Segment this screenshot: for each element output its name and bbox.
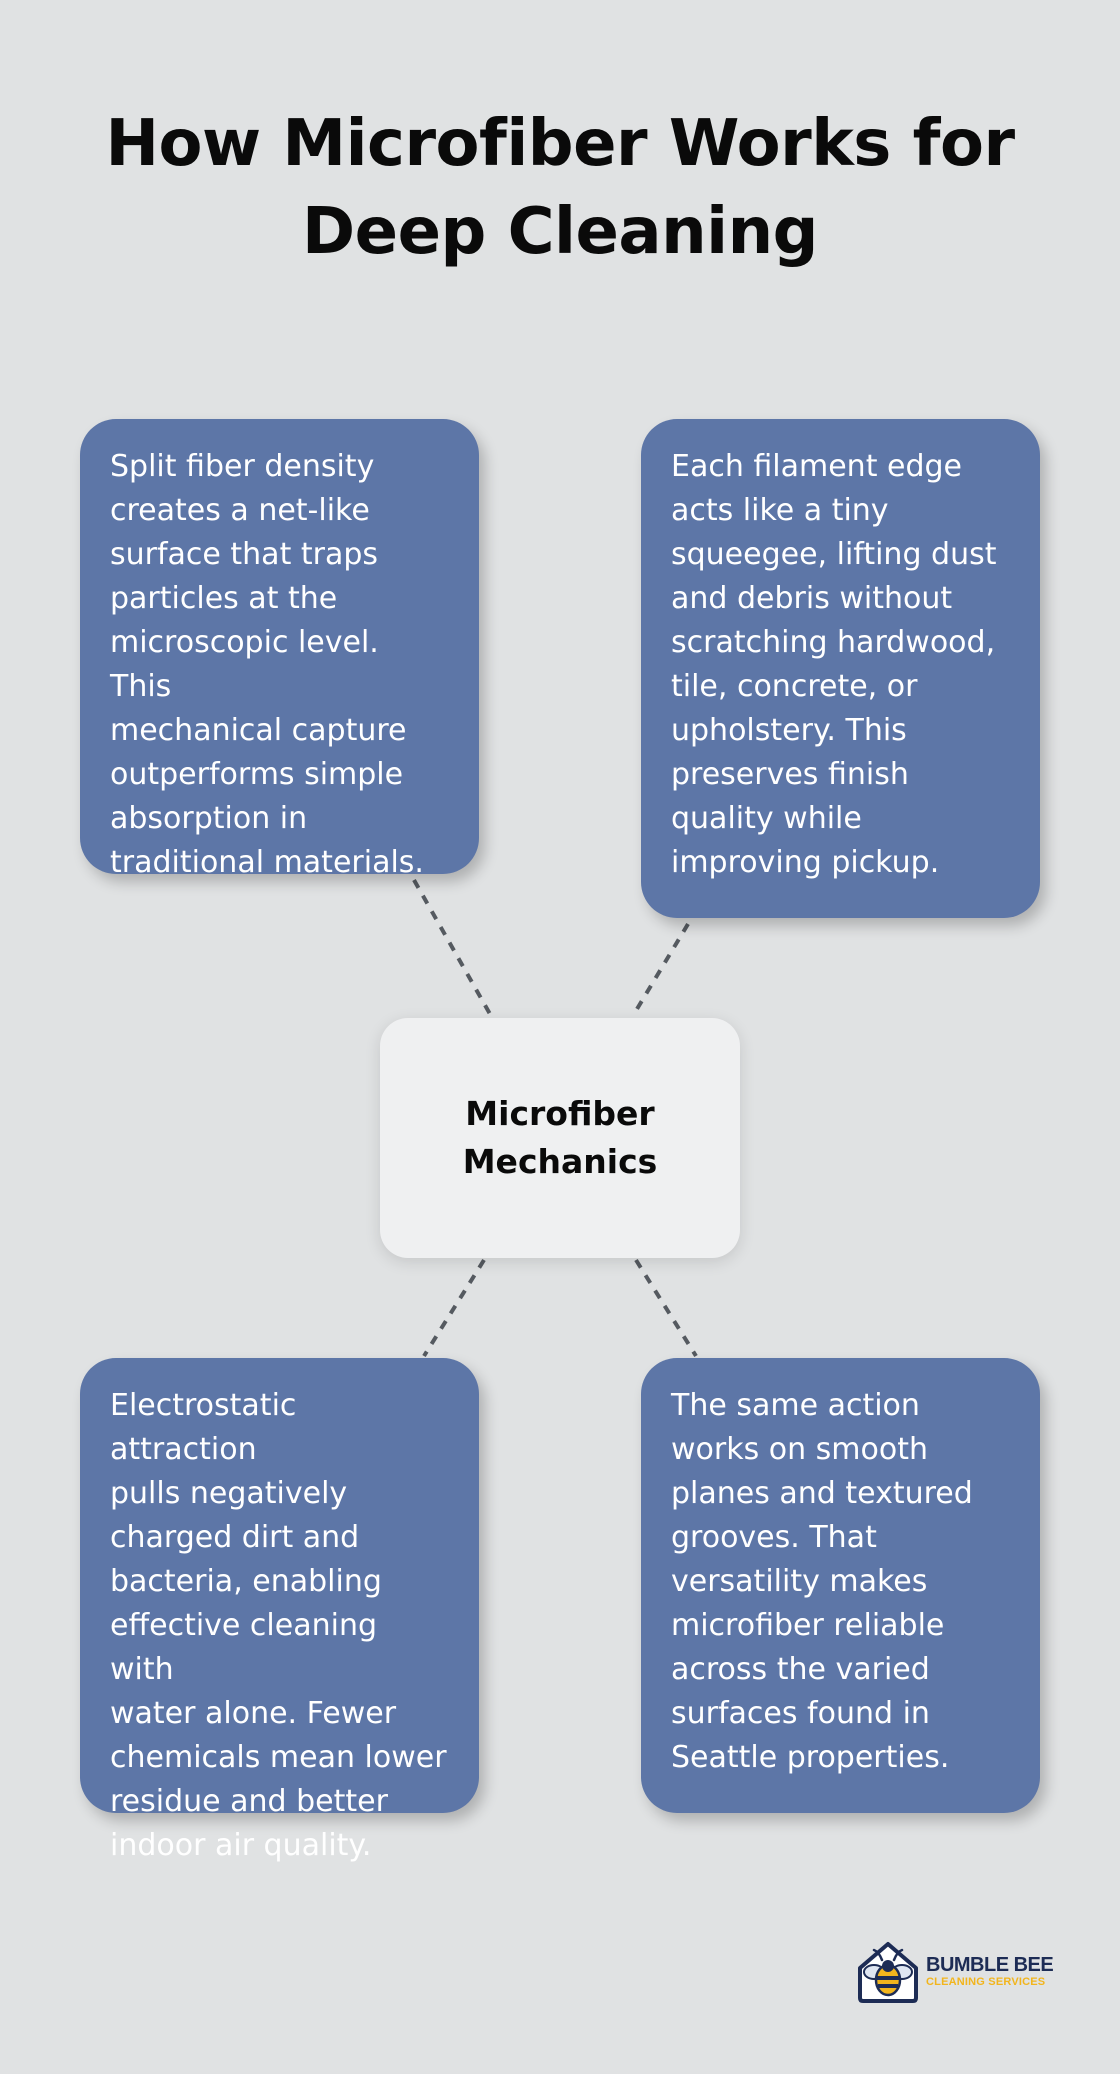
bee-house-icon <box>852 1938 924 2004</box>
brand-logo <box>852 1938 1053 2004</box>
connector-bottom-right <box>636 1260 696 1356</box>
card-surface-versatility: The same action works on smooth planes and textured grooves. That versatility makes microfiber reliable across the varied surfaces found in Seattle properties. <box>641 1358 1040 1813</box>
card-filament-edge: Each filament edge acts like a tiny squeegee, lifting dust and debris without scratching hardwood, tile, concrete, or upholstery. This preserves finish quality while improving pickup. <box>641 419 1040 918</box>
hub-node <box>380 1018 740 1258</box>
hub-label: Microfiber Mechanics <box>462 1094 658 1181</box>
logo-text <box>926 1954 1053 1989</box>
card-electrostatic-attraction: Electrostatic attraction pulls negatively charged dirt and bacteria, enabling effective cleaning with water alone. Fewer chemicals mean lower residue and better indoor air quality. <box>80 1358 479 1813</box>
logo-subtitle: CLEANING SERVICES <box>926 1975 1046 1988</box>
card-split-fiber-density: Split fiber density creates a net-like surface that traps particles at the microscopic level. This mechanical capture outperforms simple absorption in traditional materials. <box>80 419 479 874</box>
connector-bottom-left <box>424 1260 484 1356</box>
page-title: How Microfiber Works for Deep Cleaning <box>105 107 1015 269</box>
logo-name: BUMBLE BEE <box>926 1953 1054 1976</box>
connector-top-left <box>414 880 490 1014</box>
connector-top-right <box>634 924 688 1014</box>
